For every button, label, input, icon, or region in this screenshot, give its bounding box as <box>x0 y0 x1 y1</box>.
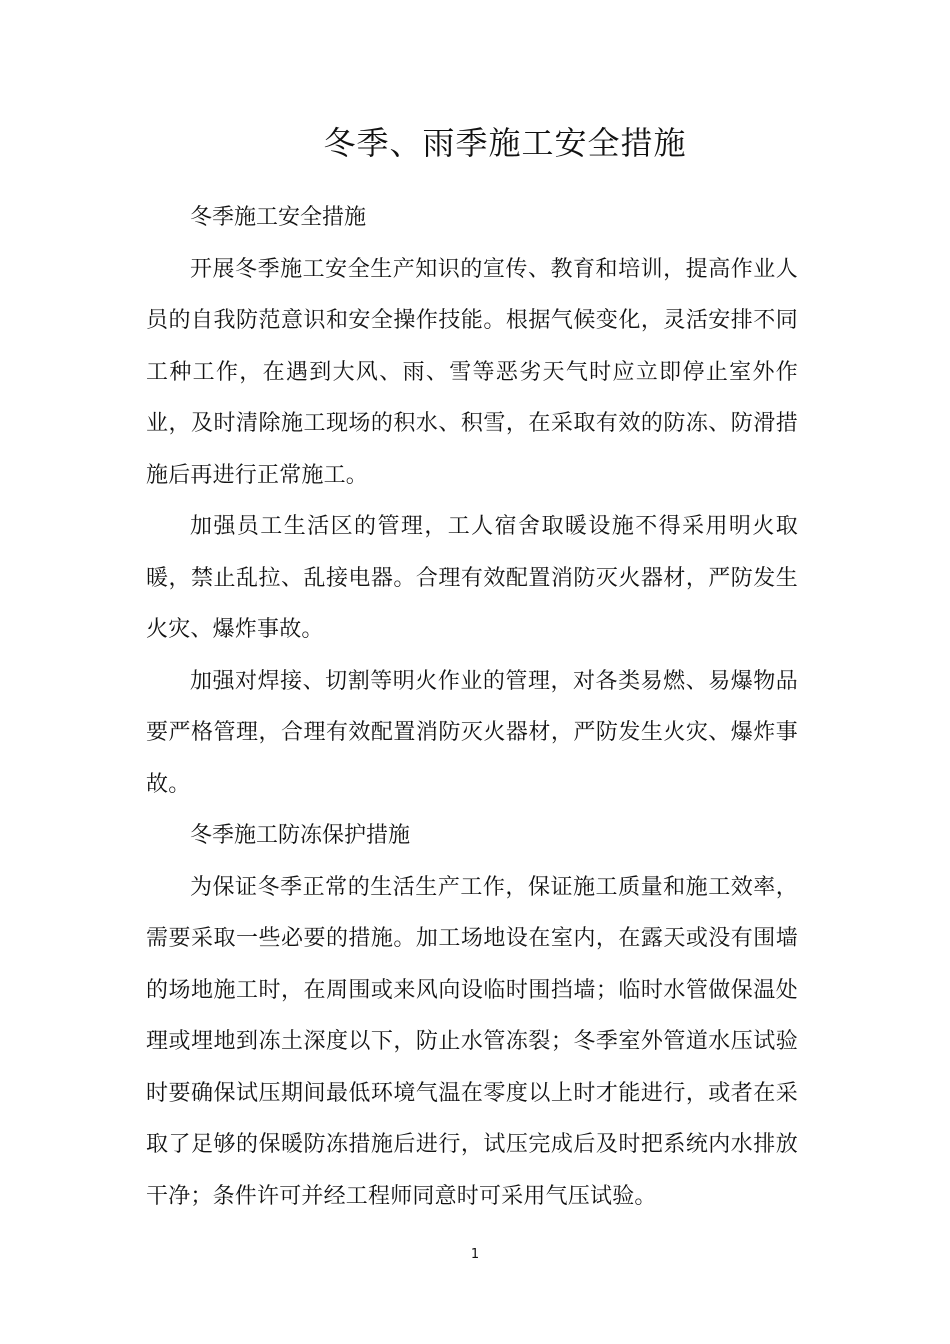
paragraph: 加强员工生活区的管理，工人宿舍取暖设施不得采用明火取暖，禁止乱拉、乱接电器。合理有效配置消防灭火器材，严防发生火灾、爆炸事故。 <box>146 514 798 642</box>
paragraph: 开展冬季施工安全生产知识的宣传、教育和培训，提高作业人员的自我防范意识和安全操作技能。根据气候变化，灵活安排不同工种工作，在遇到大风、雨、雪等恶劣天气时应立即停止室外作业，及时清除施工现场的积水、积雪，在采取有效的防冻、防滑措施后再进行正常施工。 <box>146 256 798 488</box>
page-number: 1 <box>470 1247 480 1262</box>
section-heading: 冬季施工安全措施 <box>190 205 367 230</box>
section-heading: 冬季施工防冻保护措施 <box>190 823 411 848</box>
document-body <box>146 192 798 1222</box>
paragraph: 加强对焊接、切割等明火作业的管理，对各类易燃、易爆物品要严格管理，合理有效配置消防灭火器材，严防发生火灾、爆炸事故。 <box>146 668 798 797</box>
document-title: 冬季、雨季施工安全措施 <box>323 124 687 162</box>
paragraph: 为保证冬季正常的生活生产工作，保证施工质量和施工效率，需要采取一些必要的措施。加工场地设在室内，在露天或没有围墙的场地施工时，在周围或来风向设临时围挡墙；临时水管做保温处理或埋地到冻土深度以下，防止水管冻裂；冬季室外管道水压试验时要确保试压期间最低环境气温在零度以上时才能进行，或者在采取了足够的保暖防冻措施后进行，试压完成后及时把系统内水排放干净；条件许可并经工程师同意时可采用气压试验。 <box>146 874 798 1209</box>
